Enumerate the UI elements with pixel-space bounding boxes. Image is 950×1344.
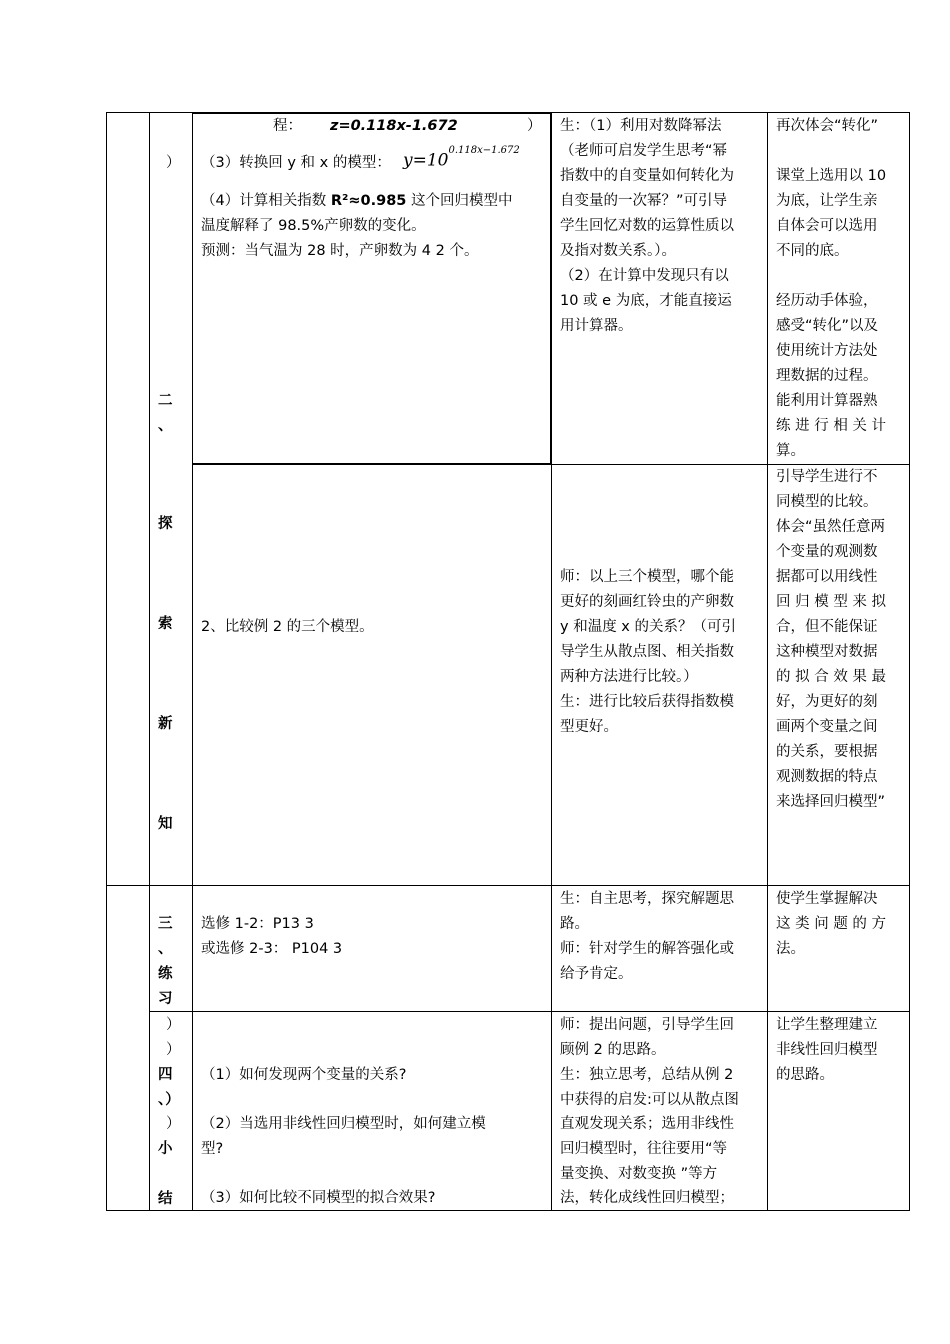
text-line: 生：自主思考，探究解题思 xyxy=(560,891,734,907)
text-line: 个变量的观测数 xyxy=(776,544,878,560)
side-char: 二 xyxy=(158,393,173,409)
text-line: 用计算器。 xyxy=(560,318,633,334)
step3-text: （3）转换回 y 和 x 的模型： xyxy=(201,155,391,171)
side-char: ） xyxy=(166,1017,181,1033)
text-line: 回 归 模 型 来 拟 xyxy=(776,594,887,610)
text-line: 再次体会“转化” xyxy=(776,118,879,134)
text-line: 课堂上选用以 10 xyxy=(776,168,887,184)
text-line: 使用统计方法处 xyxy=(776,343,878,359)
text-line: 给予肯定。 xyxy=(560,966,633,982)
text-line: 回归模型时，往往要用“等 xyxy=(560,1141,728,1157)
text-line: 让学生整理建立 xyxy=(776,1017,878,1033)
text-line: 为底，让学生亲 xyxy=(776,193,878,209)
step4-line1 xyxy=(201,189,512,214)
text-line: 同模型的比较。 xyxy=(776,494,878,510)
text-line: 好，为更好的刻 xyxy=(776,694,878,710)
formula-exponent: 0.118x−1.672 xyxy=(448,145,520,156)
compare-models-text: 2、比较例 2 的三个模型。 xyxy=(201,619,374,635)
summary-question: （2）当选用非线性回归模型时，如何建立模 xyxy=(201,1116,486,1132)
summary-question: （1）如何发现两个变量的关系? xyxy=(201,1067,407,1083)
text-line: 直观发现关系；选用非线性 xyxy=(560,1116,734,1132)
side-char: ） xyxy=(166,1116,181,1132)
text-line: 来选择回归模型” xyxy=(776,794,886,810)
exercise-line: 或选修 2-3： P104 3 xyxy=(201,941,343,957)
text-line: 师：提出问题，引导学生回 xyxy=(560,1017,734,1033)
table-border-right xyxy=(909,112,910,1211)
table-border-left xyxy=(106,112,107,1211)
equation-suffix: ） xyxy=(527,118,542,134)
text-line: 量变换、对数变换 ”等方 xyxy=(560,1166,718,1182)
r-squared-value: R²≈0.985 xyxy=(330,193,407,209)
text-line: 的关系，要根据 xyxy=(776,744,878,760)
table-divider xyxy=(551,112,552,1211)
formula-base: y=10 xyxy=(403,150,449,171)
text-line: y 和温度 x 的关系？（可引 xyxy=(560,619,736,635)
side-char: 习 xyxy=(158,991,173,1007)
text-line: 观测数据的特点 xyxy=(776,769,878,785)
text-line: 的思路。 xyxy=(776,1067,834,1083)
text-line: 合，但不能保证 xyxy=(776,619,878,635)
text-line: 体会“虽然任意两 xyxy=(776,519,886,535)
text-line: 经历动手体验， xyxy=(776,293,878,309)
text-line: 生：进行比较后获得指数模 xyxy=(560,694,734,710)
side-char: 四 xyxy=(158,1067,173,1083)
text-line: 算。 xyxy=(776,443,805,459)
side-char: 小 xyxy=(158,1141,173,1157)
regression-equation: z=0.118x-1.672 xyxy=(330,118,458,134)
text-line: 画两个变量之间 xyxy=(776,719,878,735)
side-char: 结 xyxy=(158,1191,173,1207)
text-line: 中获得的启发:可以从散点图 xyxy=(560,1092,739,1108)
table-divider xyxy=(149,112,150,1211)
text-line: 两种方法进行比较。） xyxy=(560,669,698,685)
text-line: 自体会可以选用 xyxy=(776,218,878,234)
side-char: 、 xyxy=(158,941,173,957)
table-divider xyxy=(767,112,768,1211)
side-char: ） xyxy=(166,155,181,171)
step4-text-b: 这个回归模型中 xyxy=(406,193,513,209)
text-line: 法，转化成线性回归模型； xyxy=(560,1190,734,1206)
text-line: 导学生从散点图、相关指数 xyxy=(560,644,734,660)
side-char: 新 xyxy=(158,716,173,732)
text-line: （2）在计算中发现只有以 xyxy=(560,268,729,284)
exercise-line: 选修 1-2：P13 3 xyxy=(201,916,314,932)
text-line: 顾例 2 的思路。 xyxy=(560,1042,666,1058)
text-line: 法。 xyxy=(776,941,805,957)
text-line: 师：以上三个模型，哪个能 xyxy=(560,569,734,585)
text-line: 师：针对学生的解答强化或 xyxy=(560,941,734,957)
text-line: 这种模型对数据 xyxy=(776,644,878,660)
step4-text-a: （4）计算相关指数 xyxy=(201,193,331,209)
text-line: 非线性回归模型 xyxy=(776,1042,878,1058)
text-line: 生：（1）利用对数降幂法 xyxy=(560,118,722,134)
text-line: 的 拟 合 效 果 最 xyxy=(776,669,887,685)
text-line: 练 进 行 相 关 计 xyxy=(776,418,887,434)
text-line: （老师可启发学生思考“幂 xyxy=(560,143,728,159)
side-char: 探 xyxy=(158,516,173,532)
text-line: 这 类 问 题 的 方 xyxy=(776,916,887,932)
text-line: 理数据的过程。 xyxy=(776,368,878,384)
text-line: 10 或 e 为底，才能直接运 xyxy=(560,293,732,309)
exponential-model xyxy=(403,146,520,172)
text-line: 感受“转化”以及 xyxy=(776,318,879,334)
text-line: 不同的底。 xyxy=(776,243,849,259)
text-line: 学生回忆对数的运算性质以 xyxy=(560,218,734,234)
side-char: 知 xyxy=(158,816,173,832)
text-line: 能利用计算器熟 xyxy=(776,393,878,409)
equation-prefix: 程： xyxy=(273,118,302,134)
side-char: ） xyxy=(166,1042,181,1058)
text-line: 更好的刻画红铃虫的产卵数 xyxy=(560,594,734,610)
summary-question: （3）如何比较不同模型的拟合效果? xyxy=(201,1190,436,1206)
side-char: 、 xyxy=(158,418,173,434)
text-line: 及指对数关系。）。 xyxy=(560,243,676,259)
text-line: 指数中的自变量如何转化为 xyxy=(560,168,734,184)
row-divider xyxy=(149,1011,910,1012)
text-line: 引导学生进行不 xyxy=(776,469,878,485)
text-line: 型更好。 xyxy=(560,719,618,735)
text-line: 使学生掌握解决 xyxy=(776,891,878,907)
text-line: 生：独立思考，总结从例 2 xyxy=(560,1067,734,1083)
text-line: 路。 xyxy=(560,916,589,932)
side-char: 三 xyxy=(158,916,173,932)
summary-question: 型? xyxy=(201,1141,224,1157)
step4-line2: 温度解释了 98.5%产卵数的变化。 xyxy=(201,218,426,234)
side-char: 练 xyxy=(158,966,173,982)
text-line: 自变量的一次幂？”可引导 xyxy=(560,193,728,209)
text-line: 据都可以用线性 xyxy=(776,569,878,585)
side-char: 、） xyxy=(158,1092,180,1108)
side-char: 索 xyxy=(158,616,173,632)
row-divider xyxy=(106,885,910,886)
prediction-text: 预测：当气温为 28 时，产卵数为 4 2 个。 xyxy=(201,243,479,259)
